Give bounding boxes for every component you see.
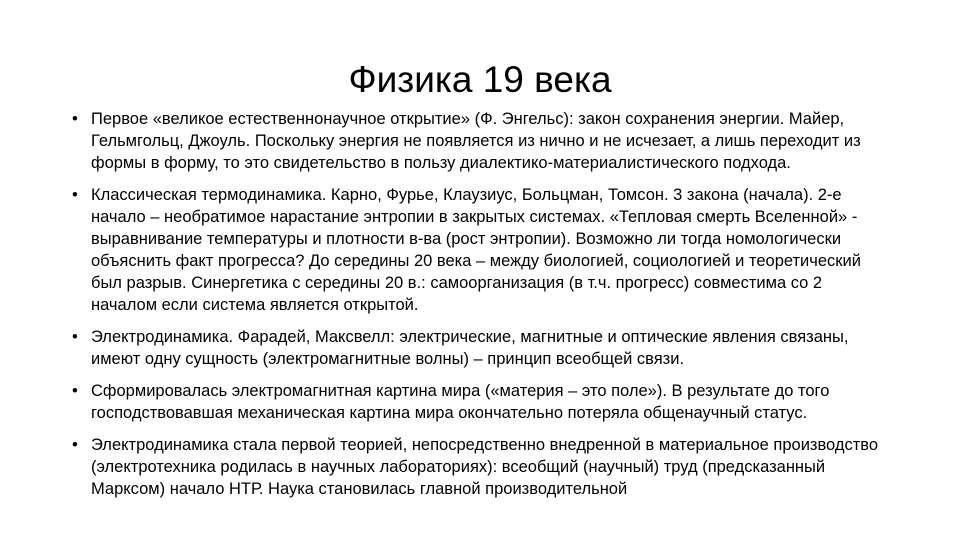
bullet-item	[72, 184, 892, 316]
bullet-text: Классическая термодинамика. Карно, Фурье, Клаузиус, Больцман, Томсон. 3 закона (начала). 2-е начало – необратимое нарастание энтропии в закрытых системах. «Тепловая смерть Вселенной» - выравнивание температуры и плотности в-ва (рост энтропии). Возможно ли тогда номологически объяснить факт прогресса? До середины 20 века – между биологией, социологией и теоретический был разрыв. Синергетика с середины 20 в.: самоорганизация (в т.ч. прогресс) совместима со 2 началом если система является открытой.	[91, 186, 861, 314]
bullet-text: Сформировалась электромагнитная картина мира («материя – это поле»). В результате до того господствовавшая механическая картина мира окончательно потеряла общенаучный статус.	[91, 382, 830, 422]
bullet-dot-icon: •	[72, 110, 78, 128]
bullet-text: Электродинамика стала первой теорией, непосредственно внедренной в материальное производство (электротехника родилась в научных лабораториях): всеобщий (научный) труд (предсказанный Марксом) начало НТР. Наука становилась главной производительной	[91, 436, 879, 498]
bullet-item	[72, 326, 892, 370]
slide-title: Физика 19 века	[348, 59, 612, 100]
bullet-item	[72, 108, 892, 174]
bullet-dot-icon: •	[72, 382, 78, 400]
bullet-text: Электродинамика. Фарадей, Максвелл: электрические, магнитные и оптические явления связаны, имеют одну сущность (электромагнитные волны) – принцип всеобщей связи.	[91, 328, 849, 368]
bullet-item	[72, 380, 892, 424]
bullet-dot-icon: •	[72, 436, 78, 454]
bullet-dot-icon: •	[72, 328, 78, 346]
bullet-list	[72, 108, 892, 510]
bullet-dot-icon: •	[72, 186, 78, 204]
bullet-item	[72, 434, 892, 500]
bullet-text: Первое «великое естественнонаучное открытие» (Ф. Энгельс): закон сохранения энергии. Майер, Гельмгольц, Джоуль. Поскольку энергия не появляется из нично и не исчезает, а лишь переходит из формы в форму, то это свидетельство в пользу диалектико-материалистического подхода.	[91, 110, 861, 172]
